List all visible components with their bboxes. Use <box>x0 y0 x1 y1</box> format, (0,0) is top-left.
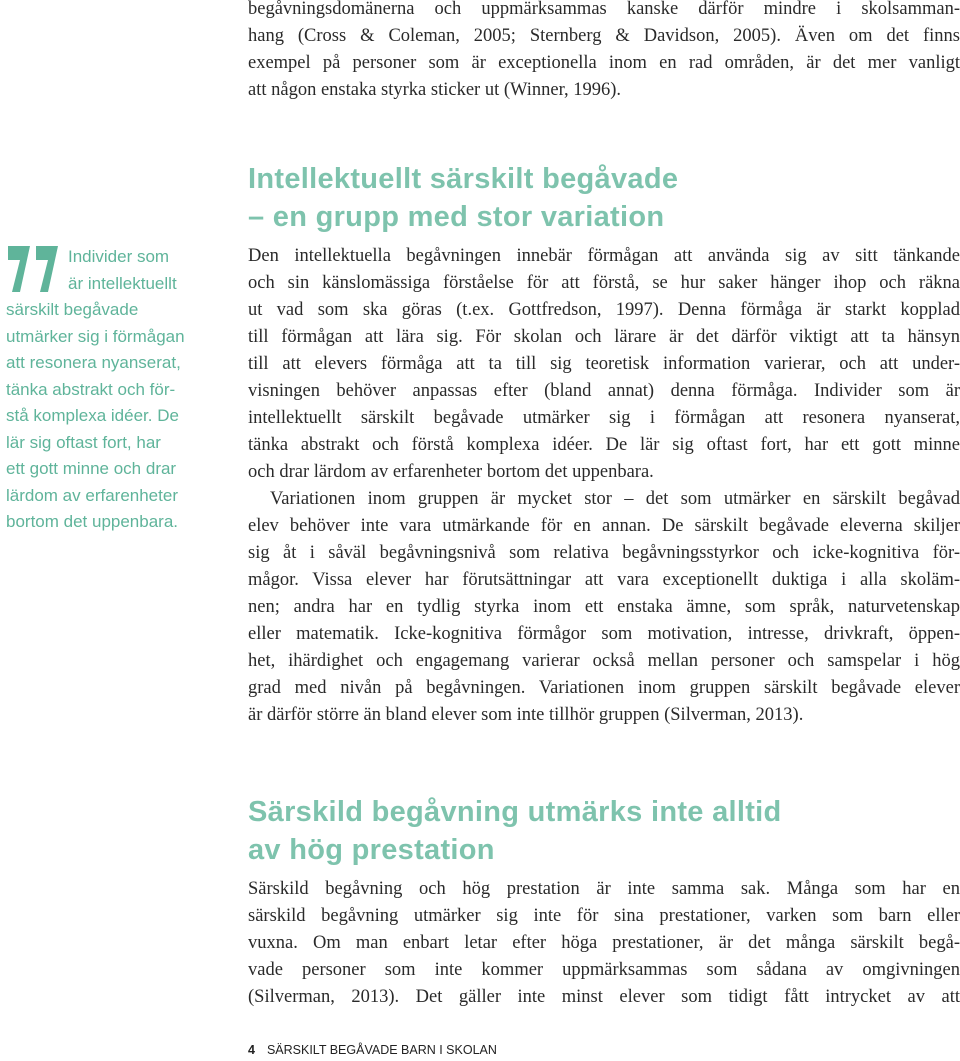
body-line: nen; andra har en tydlig styrka inom ett enstaka ämne, som språk, naturvetenskap <box>248 597 960 617</box>
body-line: visningen behöver anpassas efter (bland annat) denna förmåga. Individer som är <box>248 381 960 401</box>
quote-line: att resonera nyanserat, <box>6 353 181 372</box>
publication-title: SÄRSKILT BEGÅVADE BARN I SKOLAN <box>266 1043 497 1057</box>
heading-line: av hög prestation <box>248 834 495 866</box>
body-line: till att elevers förmåga att ta till sig teoretisk information varierar, och att under- <box>248 354 960 374</box>
body-line: grad med nivån på begåvningen. Variationen inom gruppen särskilt begåvade elever <box>248 678 960 698</box>
body-line: och drar lärdom av erfarenheter bortom det uppenbara. <box>248 462 654 482</box>
heading-line: Intellektuellt särskilt begåvade <box>248 163 679 195</box>
quote-line: stå komplexa idéer. De <box>6 406 179 425</box>
body-line: till förmågan att lära sig. För skolan och lärare är det därför viktigt att ta hänsyn <box>248 327 960 347</box>
body-line: eller matematik. Icke-kognitiva förmågor som motivation, intresse, drivkraft, öppen- <box>248 624 960 644</box>
body-line: vuxna. Om man enbart letar efter höga prestationer, är det många särskilt begå- <box>248 933 960 953</box>
body-line: Särskild begåvning och hög prestation är inte samma sak. Många som har en <box>248 879 960 899</box>
intro-paragraph <box>248 0 960 104</box>
quote-line: ett gott minne och drar <box>6 459 177 478</box>
quote-line: utmärker sig i förmågan <box>6 326 185 346</box>
body-line: är därför större än bland elever som inte tillhör gruppen (Silverman, 2013). <box>248 705 804 725</box>
body-line: (Silverman, 2013). Det gäller inte minst elever som tidigt fått intrycket av att <box>248 987 960 1007</box>
body-line: intellektuellt särskilt begåvade utmärker sig i förmågan att resonera nyanserat, <box>248 408 960 428</box>
body-line: tänka abstrakt och förstå komplexa idéer. De lär sig oftast fort, har ett gott minne <box>248 435 960 455</box>
page-footer <box>248 1043 497 1057</box>
intro-line: exempel på personer som är exceptionella inom en rad områden, är det mer vanligt <box>248 53 960 73</box>
section-heading-achievement <box>248 793 960 869</box>
body-line: och sin känslomässiga förståelse för att förstå, se hur saker hänger ihop och räkna <box>248 273 960 293</box>
quotation-mark-icon <box>6 246 62 294</box>
pull-quote <box>6 244 222 536</box>
body-line: särskild begåvning utmärker sig inte för sina prestationer, varken som barn eller <box>248 906 960 926</box>
intro-line: hang (Cross & Coleman, 2005; Sternberg & Davidson, 2005). Även om det finns <box>248 26 960 46</box>
quote-line: lär sig oftast fort, har <box>6 432 161 452</box>
quote-line: lärdom av erfarenheter <box>6 485 178 505</box>
body-line: elev behöver inte vara utmärkande för en annan. De särskilt begåvade eleverna skiljer <box>248 516 960 536</box>
body-line: het, ihärdighet och engagemang varierar också mellan personer och samspelar i hög <box>248 651 960 671</box>
quote-line: är intellektuellt <box>68 273 177 293</box>
section-body-intellectual <box>248 243 960 729</box>
intro-line: begåvningsdomänerna och uppmärksammas kanske därför mindre i skolsamman- <box>248 0 960 19</box>
body-line: vade personer som inte kommer uppmärksammas som sådana av omgivningen <box>248 960 960 980</box>
quote-line: särskilt begåvade <box>6 300 139 319</box>
heading-line: Särskild begåvning utmärks inte alltid <box>248 796 782 828</box>
quote-line: tänka abstrakt och för- <box>6 379 176 399</box>
body-line: mågor. Vissa elever har förutsättningar att vara exceptionellt duktiga i alla skoläm- <box>248 570 960 590</box>
body-line: sig åt i såväl begåvningsnivå som relativa begåvningsstyrkor och icke-kognitiva för- <box>248 543 960 563</box>
heading-line: – en grupp med stor variation <box>248 201 665 233</box>
body-line: Den intellektuella begåvningen innebär förmågan att använda sig av sitt tänkande <box>248 246 960 266</box>
section-heading-intellectual <box>248 160 960 236</box>
quote-line: Individer som <box>68 247 170 266</box>
intro-line: att någon enstaka styrka sticker ut (Winner, 1996). <box>248 80 622 100</box>
section-body-achievement <box>248 876 960 1011</box>
page-number: 4 <box>248 1043 255 1057</box>
quote-line: bortom det uppenbara. <box>6 512 179 531</box>
body-line: ut vad som ska göras (t.ex. Gottfredson, 1997). Denna förmåga är starkt kopplad <box>248 300 960 320</box>
body-line: Variationen inom gruppen är mycket stor – det som utmärker en särskilt begåvad <box>270 489 960 509</box>
